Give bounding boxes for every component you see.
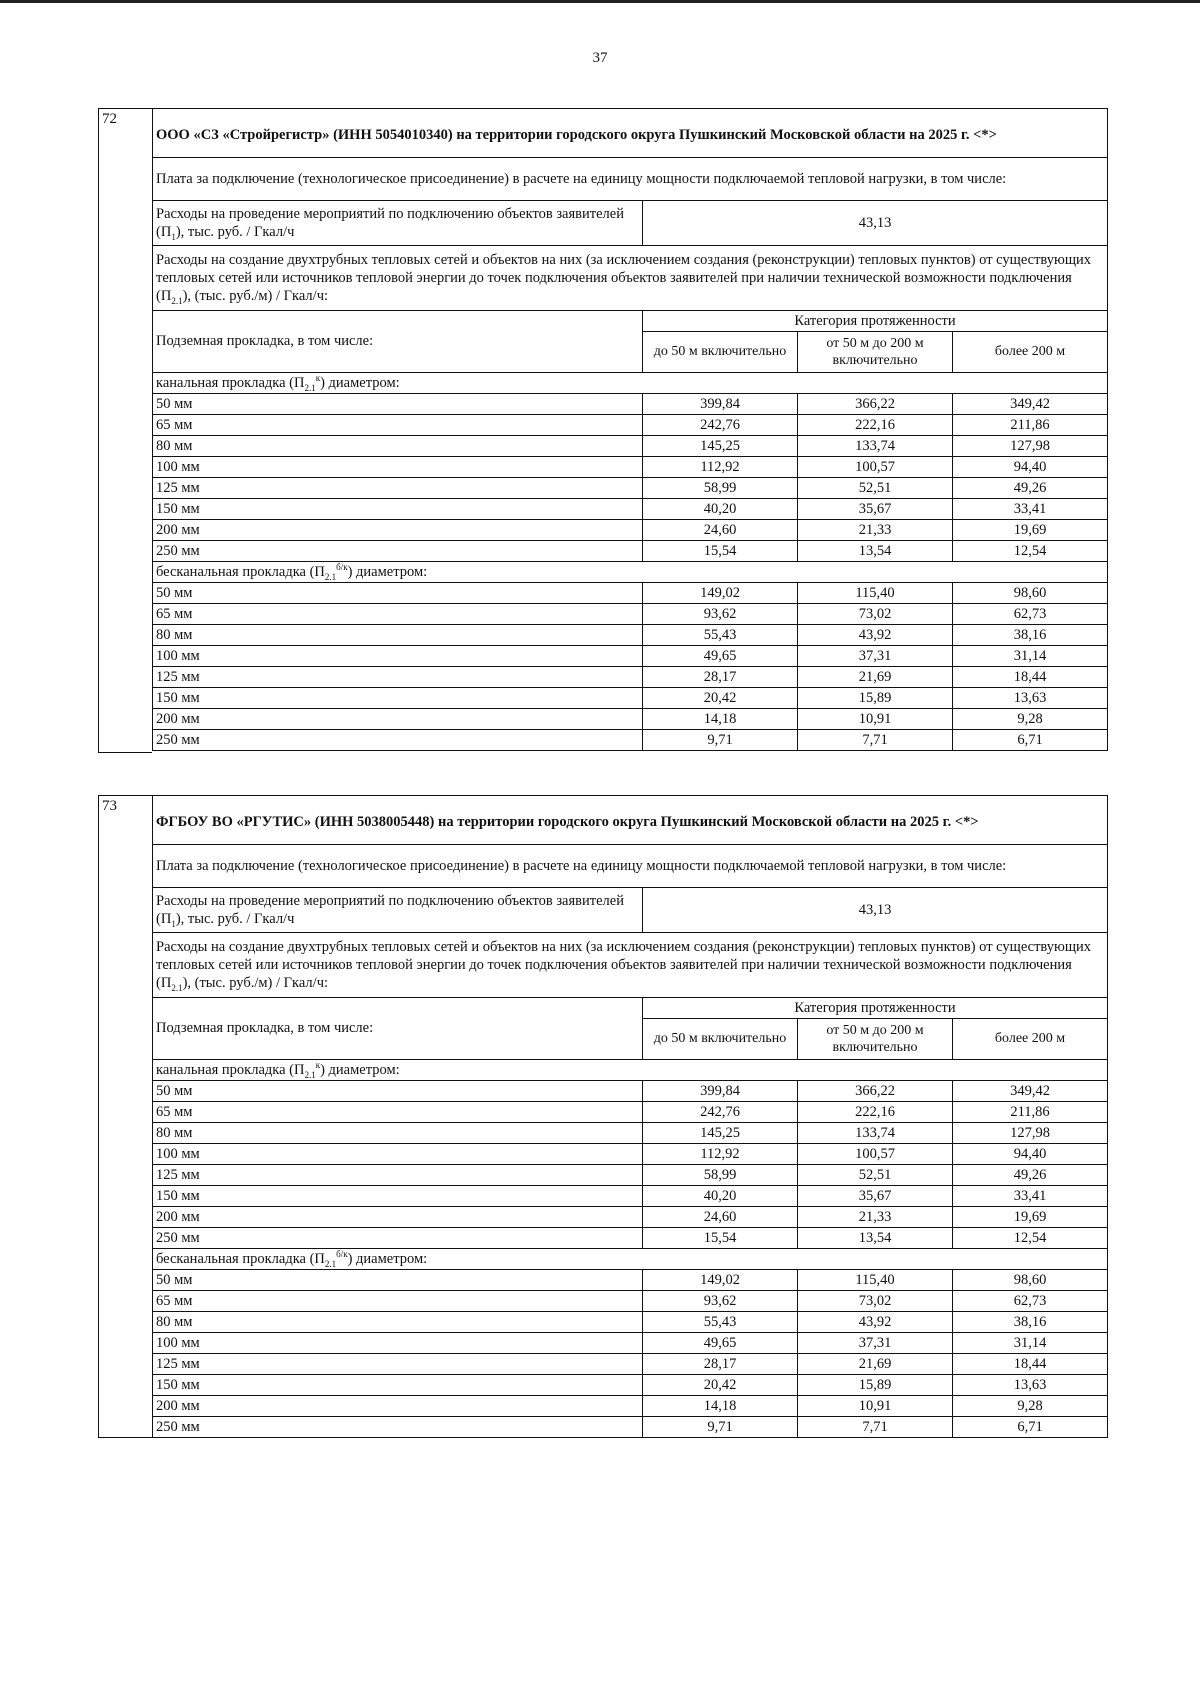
p21-row — [153, 246, 1108, 311]
value-cell: 19,69 — [953, 520, 1108, 541]
value-cell: 18,44 — [953, 1354, 1108, 1375]
label-subscript: 2.1 — [304, 1069, 316, 1080]
category-column-header: от 50 м до 200 м включительно — [798, 332, 953, 373]
value-cell: 35,67 — [798, 1186, 953, 1207]
value-cell: 349,42 — [953, 394, 1108, 415]
diameter-cell: 250 мм — [153, 1417, 643, 1438]
diameter-cell: 125 мм — [153, 1354, 643, 1375]
table-row — [153, 1312, 1108, 1333]
table-row — [153, 1165, 1108, 1186]
label-text-end: ) диаметром: — [347, 563, 428, 580]
value-cell: 52,51 — [798, 478, 953, 499]
value-cell: 40,20 — [643, 1186, 798, 1207]
value-cell: 62,73 — [953, 604, 1108, 625]
label-text: Расходы на создание двухтрубных тепловых сетей и объектов на них (за исключением создания (реконструкции) тепловых пунктов) от существующих тепловых сетей или источников тепловой энергии до точек подключения объектов заявителей при наличии технической возможности подключения (П — [156, 938, 1092, 992]
value-cell: 13,63 — [953, 688, 1108, 709]
p21-row — [153, 933, 1108, 998]
value-cell: 100,57 — [798, 457, 953, 478]
value-cell: 24,60 — [643, 520, 798, 541]
value-cell: 6,71 — [953, 730, 1108, 751]
value-cell: 55,43 — [643, 1312, 798, 1333]
value-cell: 12,54 — [953, 541, 1108, 562]
value-cell: 52,51 — [798, 1165, 953, 1186]
tariff-block-73 — [98, 795, 1107, 1438]
value-cell: 35,67 — [798, 499, 953, 520]
category-header-row — [153, 998, 1108, 1019]
organization-title: ООО «СЗ «Стройрегистр» (ИНН 5054010340) на территории городского округа Пушкинский Московской области на 2025 г. <*> — [153, 109, 1108, 158]
value-cell: 28,17 — [643, 1354, 798, 1375]
value-cell: 149,02 — [643, 1270, 798, 1291]
page-number: 37 — [592, 50, 608, 66]
diameter-cell: 125 мм — [153, 1165, 643, 1186]
value-cell: 9,28 — [953, 709, 1108, 730]
diameter-cell: 100 мм — [153, 1333, 643, 1354]
value-cell: 93,62 — [643, 604, 798, 625]
value-cell: 133,74 — [798, 436, 953, 457]
table-row — [153, 583, 1108, 604]
value-cell: 399,84 — [643, 394, 798, 415]
diameter-cell: 250 мм — [153, 1228, 643, 1249]
label-superscript: к — [315, 373, 321, 384]
diameter-cell: 65 мм — [153, 604, 643, 625]
label-text: Расходы на создание двухтрубных тепловых сетей и объектов на них (за исключением создания (реконструкции) тепловых пунктов) от существующих тепловых сетей или источников тепловой энергии до точек подключения объектов заявителей при наличии технической возможности подключения (П — [156, 251, 1092, 305]
value-cell: 43,92 — [798, 1312, 953, 1333]
value-cell: 55,43 — [643, 625, 798, 646]
value-cell: 15,54 — [643, 1228, 798, 1249]
value-cell: 145,25 — [643, 436, 798, 457]
value-cell: 98,60 — [953, 1270, 1108, 1291]
value-cell: 31,14 — [953, 1333, 1108, 1354]
label-text-end: ) диаметром: — [347, 1250, 428, 1267]
diameter-cell: 250 мм — [153, 541, 643, 562]
diameter-cell: 65 мм — [153, 1291, 643, 1312]
p1-row — [153, 201, 1108, 246]
table-row — [153, 1333, 1108, 1354]
diameter-cell: 150 мм — [153, 688, 643, 709]
value-cell: 7,71 — [798, 730, 953, 751]
connection-fee-text: Плата за подключение (технологическое присоединение) в расчете на единицу мощности подключаемой тепловой нагрузки, в том числе: — [153, 845, 1108, 888]
row-number-cell: 72 — [98, 108, 152, 753]
channel-section-row — [153, 1060, 1108, 1081]
label-text-end: ), (тыс. руб./м) / Гкал/ч: — [182, 288, 329, 305]
p1-label — [153, 201, 643, 246]
diameter-cell: 200 мм — [153, 709, 643, 730]
p1-value: 43,13 — [643, 888, 1108, 933]
diameter-cell: 250 мм — [153, 730, 643, 751]
diameter-cell: 80 мм — [153, 625, 643, 646]
category-header: Категория протяженности — [643, 311, 1108, 332]
value-cell: 115,40 — [798, 583, 953, 604]
nonchannel-section-label — [153, 562, 1108, 583]
value-cell: 100,57 — [798, 1144, 953, 1165]
value-cell: 211,86 — [953, 415, 1108, 436]
value-cell: 21,33 — [798, 1207, 953, 1228]
value-cell: 13,54 — [798, 1228, 953, 1249]
value-cell: 133,74 — [798, 1123, 953, 1144]
value-cell: 145,25 — [643, 1123, 798, 1144]
underground-label: Подземная прокладка, в том числе: — [153, 998, 643, 1060]
table-row — [153, 604, 1108, 625]
category-header: Категория протяженности — [643, 998, 1108, 1019]
value-cell: 38,16 — [953, 625, 1108, 646]
table-row — [153, 394, 1108, 415]
scan-top-edge — [0, 0, 1200, 3]
value-cell: 28,17 — [643, 667, 798, 688]
table-row — [153, 1123, 1108, 1144]
label-text: Расходы на проведение мероприятий по подключению объектов заявителей (П — [156, 205, 624, 240]
value-cell: 9,28 — [953, 1396, 1108, 1417]
diameter-cell: 150 мм — [153, 1375, 643, 1396]
organization-title: ФГБОУ ВО «РГУТИС» (ИНН 5038005448) на территории городского округа Пушкинский Московской области на 2025 г. <*> — [153, 796, 1108, 845]
label-superscript: б/к — [336, 562, 348, 573]
label-text-end: ), тыс. руб. / Гкал/ч — [175, 911, 295, 927]
title-row — [153, 109, 1108, 158]
value-cell: 15,54 — [643, 541, 798, 562]
diameter-cell: 80 мм — [153, 1312, 643, 1333]
table-row — [153, 1081, 1108, 1102]
label-subscript: 2.1 — [171, 982, 183, 993]
value-cell: 33,41 — [953, 1186, 1108, 1207]
value-cell: 149,02 — [643, 583, 798, 604]
value-cell: 49,26 — [953, 1165, 1108, 1186]
value-cell: 73,02 — [798, 1291, 953, 1312]
table-row — [153, 1102, 1108, 1123]
table-row — [153, 667, 1108, 688]
nonchannel-section-label — [153, 1249, 1108, 1270]
diameter-cell: 50 мм — [153, 1081, 643, 1102]
category-column-header: более 200 м — [953, 332, 1108, 373]
table-row — [153, 1417, 1108, 1438]
label-text-end: ) диаметром: — [320, 374, 400, 391]
value-cell: 58,99 — [643, 478, 798, 499]
connection-fee-text: Плата за подключение (технологическое присоединение) в расчете на единицу мощности подключаемой тепловой нагрузки, в том числе: — [153, 158, 1108, 201]
diameter-cell: 100 мм — [153, 646, 643, 667]
tariff-block-72 — [98, 108, 1107, 751]
value-cell: 14,18 — [643, 709, 798, 730]
value-cell: 21,33 — [798, 520, 953, 541]
diameter-cell: 150 мм — [153, 499, 643, 520]
value-cell: 13,63 — [953, 1375, 1108, 1396]
label-text: Расходы на проведение мероприятий по подключению объектов заявителей (П — [156, 892, 624, 927]
table-row — [153, 1270, 1108, 1291]
value-cell: 366,22 — [798, 1081, 953, 1102]
diameter-cell: 80 мм — [153, 436, 643, 457]
value-cell: 12,54 — [953, 1228, 1108, 1249]
category-column-header: до 50 м включительно — [643, 332, 798, 373]
category-header-row — [153, 311, 1108, 332]
table-row — [153, 436, 1108, 457]
table-row — [153, 478, 1108, 499]
value-cell: 20,42 — [643, 1375, 798, 1396]
underground-label: Подземная прокладка, в том числе: — [153, 311, 643, 373]
value-cell: 18,44 — [953, 667, 1108, 688]
label-text: канальная прокладка (П — [156, 374, 305, 391]
label-superscript: к — [315, 1060, 321, 1071]
value-cell: 20,42 — [643, 688, 798, 709]
table-row — [153, 730, 1108, 751]
value-cell: 349,42 — [953, 1081, 1108, 1102]
channel-section-row — [153, 373, 1108, 394]
row-number-cell: 73 — [98, 795, 152, 1438]
channel-section-label — [153, 1060, 1108, 1081]
connection-fee-row — [153, 845, 1108, 888]
value-cell: 15,89 — [798, 688, 953, 709]
channel-section-label — [153, 373, 1108, 394]
table-row — [153, 541, 1108, 562]
diameter-cell: 100 мм — [153, 1144, 643, 1165]
table-row — [153, 1354, 1108, 1375]
table-row — [153, 1144, 1108, 1165]
label-subscript: 2.1 — [324, 571, 337, 582]
diameter-cell: 125 мм — [153, 478, 643, 499]
value-cell: 49,26 — [953, 478, 1108, 499]
p1-label — [153, 888, 643, 933]
p1-value: 43,13 — [643, 201, 1108, 246]
diameter-cell: 50 мм — [153, 1270, 643, 1291]
label-subscript: 2.1 — [171, 295, 183, 306]
table-row — [153, 1291, 1108, 1312]
value-cell: 366,22 — [798, 394, 953, 415]
value-cell: 14,18 — [643, 1396, 798, 1417]
diameter-cell: 50 мм — [153, 583, 643, 604]
p21-description — [153, 933, 1108, 998]
nonchannel-section-row — [153, 1249, 1108, 1270]
table-row — [153, 520, 1108, 541]
label-text: бесканальная прокладка (П — [156, 563, 325, 580]
p21-description — [153, 246, 1108, 311]
table-row — [153, 415, 1108, 436]
value-cell: 33,41 — [953, 499, 1108, 520]
value-cell: 6,71 — [953, 1417, 1108, 1438]
title-row — [153, 796, 1108, 845]
value-cell: 24,60 — [643, 1207, 798, 1228]
nonchannel-section-row — [153, 562, 1108, 583]
value-cell: 211,86 — [953, 1102, 1108, 1123]
value-cell: 94,40 — [953, 457, 1108, 478]
category-column-header: от 50 м до 200 м включительно — [798, 1019, 953, 1060]
value-cell: 21,69 — [798, 667, 953, 688]
value-cell: 242,76 — [643, 1102, 798, 1123]
value-cell: 115,40 — [798, 1270, 953, 1291]
label-text: бесканальная прокладка (П — [156, 1250, 325, 1267]
value-cell: 31,14 — [953, 646, 1108, 667]
table-row — [153, 1207, 1108, 1228]
value-cell: 13,54 — [798, 541, 953, 562]
diameter-cell: 200 мм — [153, 520, 643, 541]
value-cell: 37,31 — [798, 646, 953, 667]
value-cell: 9,71 — [643, 1417, 798, 1438]
category-column-header: до 50 м включительно — [643, 1019, 798, 1060]
table-row — [153, 1375, 1108, 1396]
value-cell: 222,16 — [798, 1102, 953, 1123]
tariff-table — [152, 108, 1108, 751]
diameter-cell: 80 мм — [153, 1123, 643, 1144]
diameter-cell: 50 мм — [153, 394, 643, 415]
table-row — [153, 1186, 1108, 1207]
value-cell: 49,65 — [643, 646, 798, 667]
value-cell: 127,98 — [953, 436, 1108, 457]
table-row — [153, 646, 1108, 667]
tariff-table — [152, 795, 1108, 1438]
value-cell: 19,69 — [953, 1207, 1108, 1228]
label-subscript: 2.1 — [324, 1258, 337, 1269]
value-cell: 43,92 — [798, 625, 953, 646]
label-text-end: ), тыс. руб. / Гкал/ч — [175, 224, 295, 240]
diameter-cell: 125 мм — [153, 667, 643, 688]
diameter-cell: 65 мм — [153, 415, 643, 436]
table-row — [153, 1228, 1108, 1249]
value-cell: 112,92 — [643, 1144, 798, 1165]
value-cell: 7,71 — [798, 1417, 953, 1438]
label-text-end: ) диаметром: — [320, 1061, 400, 1078]
diameter-cell: 65 мм — [153, 1102, 643, 1123]
label-subscript: 1 — [171, 918, 176, 929]
value-cell: 15,89 — [798, 1375, 953, 1396]
value-cell: 9,71 — [643, 730, 798, 751]
value-cell: 98,60 — [953, 583, 1108, 604]
value-cell: 222,16 — [798, 415, 953, 436]
label-text-end: ), (тыс. руб./м) / Гкал/ч: — [182, 975, 329, 992]
table-row — [153, 688, 1108, 709]
diameter-cell: 150 мм — [153, 1186, 643, 1207]
value-cell: 40,20 — [643, 499, 798, 520]
value-cell: 58,99 — [643, 1165, 798, 1186]
value-cell: 127,98 — [953, 1123, 1108, 1144]
value-cell: 94,40 — [953, 1144, 1108, 1165]
category-column-header: более 200 м — [953, 1019, 1108, 1060]
table-row — [153, 1396, 1108, 1417]
value-cell: 10,91 — [798, 709, 953, 730]
value-cell: 399,84 — [643, 1081, 798, 1102]
value-cell: 73,02 — [798, 604, 953, 625]
table-row — [153, 499, 1108, 520]
diameter-cell: 100 мм — [153, 457, 643, 478]
table-row — [153, 457, 1108, 478]
value-cell: 93,62 — [643, 1291, 798, 1312]
label-superscript: б/к — [336, 1249, 348, 1260]
value-cell: 21,69 — [798, 1354, 953, 1375]
value-cell: 37,31 — [798, 1333, 953, 1354]
value-cell: 242,76 — [643, 415, 798, 436]
label-subscript: 2.1 — [304, 382, 316, 393]
label-subscript: 1 — [171, 231, 176, 242]
table-row — [153, 709, 1108, 730]
value-cell: 10,91 — [798, 1396, 953, 1417]
label-text: канальная прокладка (П — [156, 1061, 305, 1078]
value-cell: 112,92 — [643, 457, 798, 478]
value-cell: 38,16 — [953, 1312, 1108, 1333]
diameter-cell: 200 мм — [153, 1396, 643, 1417]
value-cell: 62,73 — [953, 1291, 1108, 1312]
p1-row — [153, 888, 1108, 933]
diameter-cell: 200 мм — [153, 1207, 643, 1228]
connection-fee-row — [153, 158, 1108, 201]
table-row — [153, 625, 1108, 646]
value-cell: 49,65 — [643, 1333, 798, 1354]
